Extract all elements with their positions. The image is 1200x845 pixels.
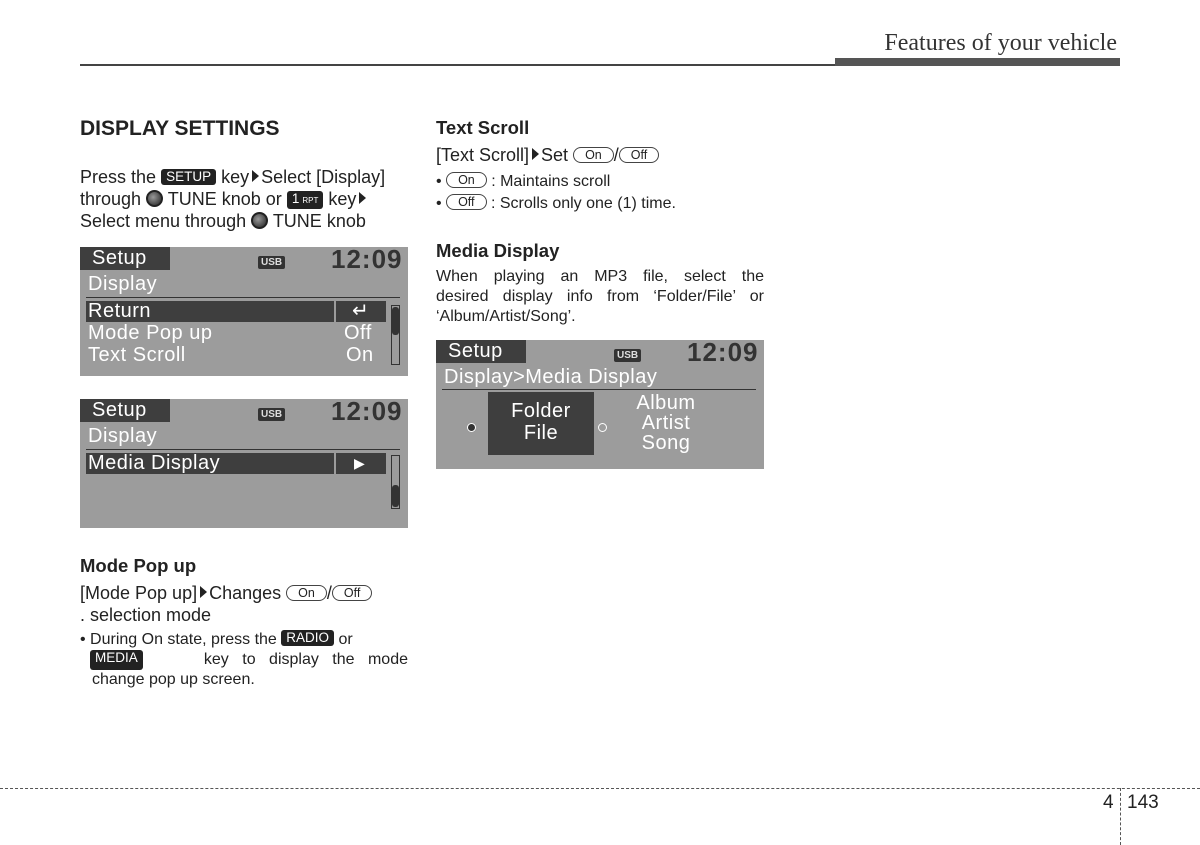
radio-key: RADIO (281, 630, 334, 646)
running-header: Features of your vehicle (884, 30, 1117, 56)
arrow-right-icon (359, 192, 366, 204)
rpt-key: 1 RPT (287, 191, 324, 209)
media-display-paragraph: When playing an MP3 file, select the desired display info from ‘Folder/File’ or ‘Album/Artist/Song’. (436, 268, 764, 325)
mode-popup-line-1: [Mode Pop up] Changes On / Off (80, 582, 372, 605)
arrow-right-icon (252, 170, 259, 182)
arrow-right-icon (532, 148, 539, 160)
usb-icon: USB (614, 349, 641, 362)
footer-rule (0, 788, 1200, 789)
tune-knob-icon (251, 212, 268, 229)
option-folder-file: Folder File (488, 392, 594, 455)
media-display-heading: Media Display (436, 240, 560, 261)
text-scroll-heading: Text Scroll (436, 117, 530, 138)
arrow-right-icon (200, 586, 207, 598)
mode-popup-heading: Mode Pop up (80, 555, 197, 576)
lcd-title: Display>Media Display (444, 366, 658, 388)
lcd-tab-label: Setup (92, 399, 147, 421)
tune-knob-icon (146, 190, 163, 207)
lcd-screen-media-display-options (436, 340, 764, 469)
play-arrow-icon: ▶ (354, 455, 366, 471)
usb-icon: USB (258, 408, 285, 421)
lcd-screen-display-menu (80, 247, 408, 376)
lcd-row-text-scroll: Text Scroll (88, 344, 186, 366)
radio-unselected-icon (598, 423, 607, 432)
on-pill: On (446, 172, 487, 188)
text-scroll-bullet-on: • On : Maintains scroll (436, 173, 611, 190)
off-pill: Off (332, 585, 372, 601)
off-pill: Off (619, 147, 659, 163)
lcd-row-mode-popup-value: Off (344, 322, 372, 344)
lcd-tab-label: Setup (92, 247, 147, 269)
page-number: 143 (1127, 792, 1159, 813)
lcd-row-text-scroll-value: On (346, 344, 374, 366)
lcd-row-return: Return (88, 300, 152, 322)
setup-key: SETUP (161, 169, 216, 185)
chapter-number: 4 (1103, 792, 1114, 813)
lcd-clock: 12:09 (687, 340, 759, 367)
lcd-tab-label: Setup (448, 340, 503, 362)
display-settings-heading: DISPLAY SETTINGS (80, 117, 280, 140)
mode-popup-bullet-line-3: change pop up screen. (92, 671, 255, 688)
header-bar (835, 58, 1120, 66)
text-scroll-line-1: [Text Scroll] Set On / Off (436, 144, 659, 167)
lcd-row-mode-popup: Mode Pop up (88, 322, 213, 344)
lcd-clock: 12:09 (331, 247, 403, 274)
instruction-line-2: through TUNE knob or 1 RPT key (80, 188, 368, 211)
lcd-row-media-display: Media Display (88, 452, 221, 474)
on-pill: On (573, 147, 614, 163)
lcd-title: Display (88, 425, 158, 447)
mode-popup-bullet: • During On state, press the RADIO or (80, 630, 353, 648)
header-rule (80, 64, 835, 66)
instruction-line-3: Select menu through TUNE knob (80, 211, 366, 231)
lcd-clock: 12:09 (331, 399, 403, 426)
return-icon: ↵ (352, 300, 370, 322)
mode-popup-line-2: . selection mode (80, 605, 212, 625)
mode-popup-bullet-line-2: MEDIA key to display the mode (92, 650, 408, 670)
media-key: MEDIA (90, 650, 143, 670)
text-scroll-bullet-off: • Off : Scrolls only one (1) time. (436, 195, 676, 212)
off-pill: Off (446, 194, 486, 210)
on-pill: On (286, 585, 327, 601)
radio-selected-icon (467, 423, 476, 432)
lcd-title: Display (88, 273, 158, 295)
option-album-artist-song: Album Artist Song (636, 392, 696, 454)
instruction-line-1: Press the SETUP key Select [Display] (80, 167, 386, 187)
lcd-screen-media-display-menu (80, 399, 408, 528)
usb-icon: USB (258, 256, 285, 269)
footer-divider (1120, 788, 1121, 845)
